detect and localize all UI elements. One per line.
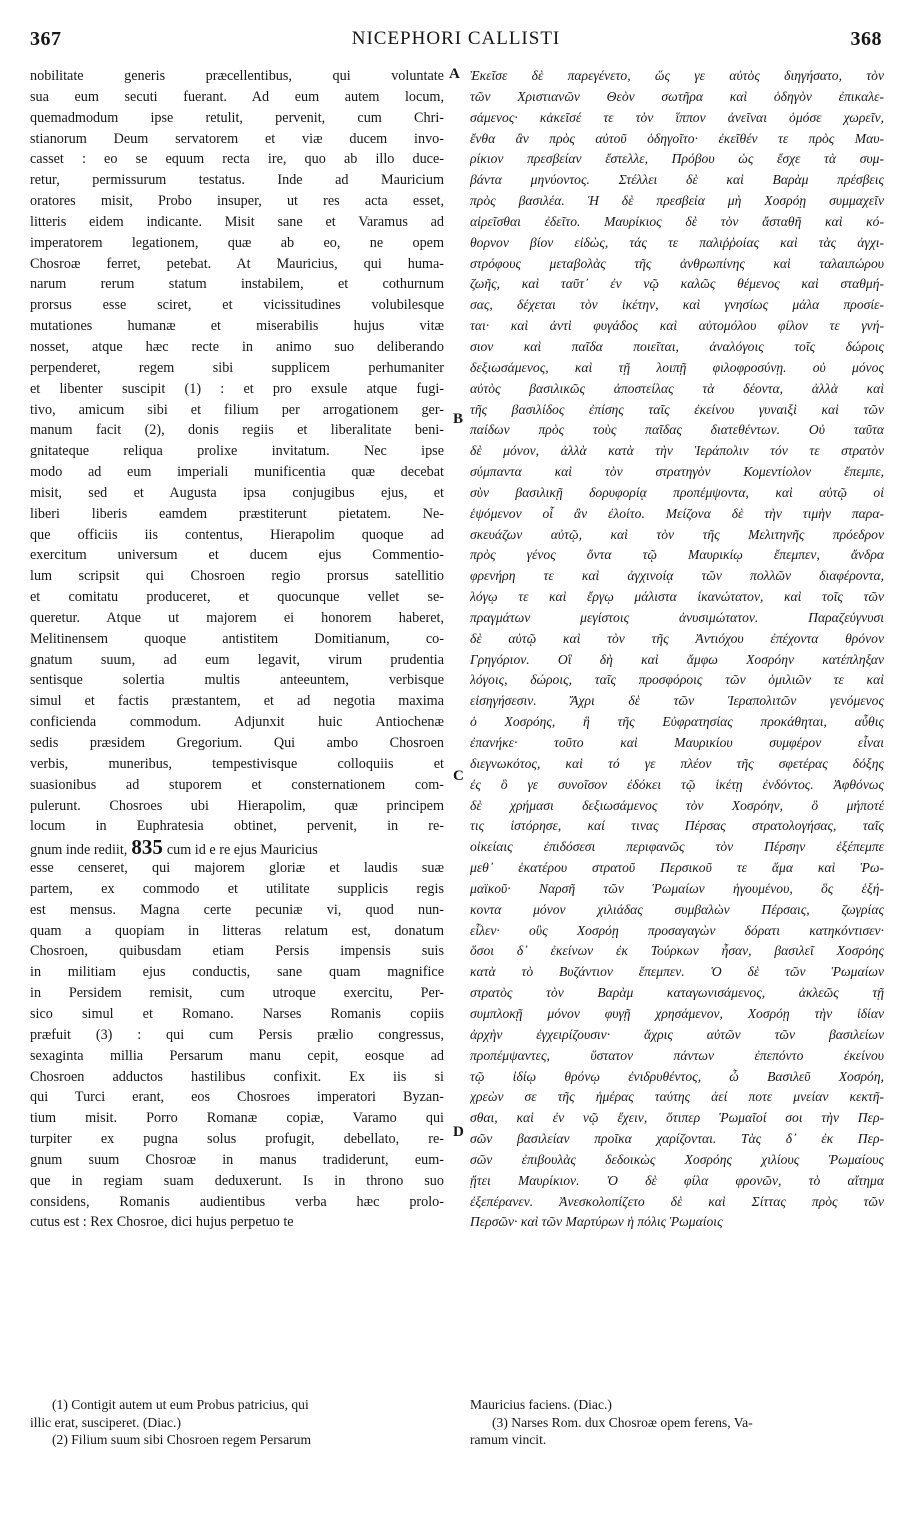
latin-text-line: Melitinensem quoque antistitem Domitianum, co- [30, 630, 444, 647]
greek-text-line: λόγοις, δώροις, ταῖς προσφόροις τῶν ὁμιλιῶν τε καὶ [470, 672, 884, 688]
footnote-line: (1) Contigit autem ut eum Probus patricius, qui [52, 1397, 309, 1412]
greek-text-line: Γρηγόριον. Οἳ δὴ καὶ ἄμφω Χοσρόην κατέπληξαν [470, 651, 884, 667]
greek-text-line: διεγνωκότος, καὶ τό γε πλέον τῆς σφετέρας δόξης [470, 755, 884, 771]
greek-text-line: σιον καὶ παῖδα ποιεῖται, ἀναλόγοις τοῖς δώροις [470, 338, 884, 354]
latin-text-line: prorsus esse sciret, et vicissitudines volubilesque [30, 297, 444, 314]
latin-text-line: in militiam ejus conductis, sane quam magnifice [30, 964, 444, 981]
footnote-line: ramum vincit. [470, 1432, 547, 1447]
latin-text-line-part: gnum inde rediit, [30, 842, 128, 859]
greek-text-line: αὐτὸς βασιλικῶς ἀποστείλας τὰ δέοντα, ἀλλὰ καὶ [470, 380, 884, 396]
greek-text-line: τις ἱστόρησε, καί τινας Πέρσας στρατολογήσας, ταῖς [470, 818, 884, 834]
latin-text-line: quam a quopiam in litteras relatum est, donatum [30, 922, 444, 939]
margin-letter-a: A [449, 66, 460, 82]
greek-text-line: ὁ Χοσρόης, ἣ τῆς Εὐφρατησίας προκάθηται, αὖθις [470, 714, 884, 730]
running-title: NICEPHORI CALLISTI [351, 28, 561, 49]
footnote-line: (2) Filium suum sibi Chosroen regem Persarum [52, 1432, 312, 1447]
greek-text-line: σὺν βασιλικῇ δορυφορίᾳ προπέμψοντα, καὶ αὐτῷ οἱ [470, 484, 884, 500]
latin-text-line: considens, Romanis audientibus verba hæc prolo- [30, 1193, 444, 1210]
latin-text-line: retur, permissurum testatus. Inde ad Mauricium [30, 172, 444, 189]
latin-text-line: que officiis iis contentus, Hierapolim quoque ad [30, 526, 444, 543]
latin-text-line: et comitatu produceret, et quocunque vellet se- [30, 589, 444, 606]
greek-text-line: ἑψόμενον οἷ ἂν ἐλοίτο. Μείζονα δὲ τὴν τιμὴν παρα- [470, 505, 884, 521]
latin-text-line: nobilitate generis præcellentibus, qui voluntate [30, 68, 444, 84]
margin-letter-b: B [453, 411, 464, 427]
latin-text-line: Chosroen adductos hastilibus confixit. Ex iis si [30, 1068, 444, 1085]
greek-text-line: οἰκείαις ἐπιδόσεσι περιφανῶς τὸν Πέρσην ἐξέπεμπε [470, 839, 884, 855]
latin-text-line: tium misit. Porro Romanæ copiæ, Varamo qui [30, 1110, 444, 1127]
inline-page-number: 835 [131, 837, 163, 859]
greek-text-line: σύμπαντα καὶ τὸν στρατηγὸν Κομεντίολον ἔπεμπε, [470, 464, 884, 480]
greek-text-line: κοντα μόνον χιλιάδας συμβαλὼν Πέρσαις, ζωγρίας [470, 901, 884, 917]
latin-text-line: tivo, amicum sibi et filium per arrogationem ger- [30, 401, 444, 418]
greek-text-line: εἰσηγήσεσιν. Ἄχρι δὲ τῶν Ἱεραπολιτῶν γενόμενος [470, 693, 884, 709]
latin-text-line: esse censeret, qui majorem gloriæ et laudis suæ [30, 860, 444, 877]
latin-text-line: cutus est : Rex Chosroe, dici hujus perpetuo te [30, 1214, 294, 1231]
greek-text-line: τῆς βασιλίδος ἐπίσης ταῖς ἐκείνου γυναιξὶ καὶ τῶν [470, 401, 884, 417]
latin-text-line: liberi liberis eamdem præstiterunt pietatem. Ne- [30, 505, 444, 522]
latin-text-line: nosset, atque hæc recte in animo suo deliberando [30, 338, 444, 355]
greek-text-line: τῷ ἰδίῳ θρόνῳ ἐνιδρυθέντος, ὦ Βασιλεῦ Χοσρόη, [470, 1068, 884, 1084]
latin-text-line: oratores misit, Probo insuper, ut res acta esset, [30, 193, 444, 210]
latin-text-line: manum facit (2), donis regiis et liberalitate beni- [30, 422, 444, 439]
latin-text-line: simul et factis præstantem, et ad negotia maxima [30, 693, 444, 710]
greek-text-line: σάμενος· κἀκεῖσέ τε τὸν ἵππον ἀνεῖναι ὁμόσε χωρεῖν, [470, 109, 884, 125]
greek-text-line: δὲ μόνον, ἀλλὰ κατὰ τὴν Ἱεράπολιν τόν τε στρατὸν [470, 443, 884, 459]
latin-text-line: perpenderet, regem sibi supplicem perhumaniter [30, 359, 444, 376]
greek-text-line: χρεὼν σε τῆς ἡμέρας ταύτης ἀεί ποτε μνείαν κεκτῆ- [470, 1089, 884, 1105]
latin-text-line: sico simul et Romano. Narses Romanis copiis [30, 1005, 444, 1022]
latin-text-line: est mensus. Magna certe pecuniæ vi, quod nun- [30, 901, 444, 918]
greek-text-line: τῶν Χριστιανῶν Θεὸν σωτῆρα καὶ ὁδηγὸν ἐπικαλε- [470, 88, 884, 104]
latin-text-line: litteris eidem indicante. Misit sane et Varamus ad [30, 213, 444, 230]
latin-text-line: sedis præsidem Gregorium. Qui ambo Chosroen [30, 735, 444, 751]
greek-text-line: συμπλοκῇ μόνον φυγῇ χρησάμενον, Χοσρόῃ τὴν ἰδίαν [470, 1005, 884, 1021]
latin-text-line: sua eum secuti fuerant. Ad eum autem locum, [30, 88, 444, 105]
greek-text-line: στρατὸς τὸν Βαρὰμ καταγωνισάμενος, ἀκλεῶς τῇ [470, 985, 884, 1001]
right-page-number: 368 [850, 28, 882, 50]
latin-text-line: gnitateque reliqua prolixe invitatum. Nec ipse [30, 443, 444, 460]
greek-text-line: Περσῶν· καὶ τῶν Μαρτύρων ἡ πόλις Ῥωμαίοις [470, 1214, 723, 1230]
greek-text-line: ἐπανήκε· τοῦτο καὶ Μαυρικίου συμφέρον εἶναι [470, 735, 884, 750]
greek-text-line: πρὸς βασιλέα. Ἡ δὲ πρεσβεία μὴ Χοσρόῃ συμμαχεῖν [470, 193, 884, 209]
latin-text-line [30, 837, 444, 858]
greek-text-column [470, 66, 884, 1233]
greek-text-line: ἐς ὃ γε συνοῖσον ἐδόκει τῷ ἱκέτῃ ἐνδόντος. Ἀφθόνως [470, 776, 884, 792]
greek-text-line: ἔνθα ἂν πρὸς αὐτοῦ ὁδηγοῖτο· ἐκεῖθέν τε πρὸς Μαυ- [470, 130, 884, 146]
greek-text-line: Ἐκεῖσε δὲ παρεγένετο, ὥς γε αὐτὸς διηγήσατο, τὸν [470, 68, 884, 83]
greek-text-line: δὲ χρήμασι δεξιωσάμενος τὸν Χοσρόην, ὃ μήποτέ [470, 797, 884, 813]
greek-text-line: σθαι, καὶ ἐν νῷ ἔχειν, ὅτιπερ Ῥωμαῖοί σοι τὴν Περ- [470, 1110, 884, 1126]
footnote-line: (3) Narses Rom. dux Chosroæ opem ferens, Va- [492, 1414, 753, 1430]
greek-text-line: σῶν ἐπιβουλὰς δεδοικὼς Χοσρόης χιλίους Ῥωμαίους [470, 1151, 884, 1167]
left-page-number: 367 [30, 28, 62, 50]
footnote-line: Mauricius faciens. (Diac.) [470, 1397, 612, 1412]
latin-text-line: misit, sed et Augusta ipsa conjugibus ejus, et [30, 484, 444, 501]
latin-text-line: narum rerum statum instabilem, et cothurnum [30, 276, 444, 293]
greek-text-line: αἱρεῖσθαι ἐδεῖτο. Μαυρίκιος δὲ τὸν ἄσταθῆ καὶ κό- [470, 213, 884, 229]
greek-text-line: δεξιωσάμενος, καὶ τῇ λοιπῇ φιλοφροσύνῃ. οὐ μόνος [470, 359, 884, 375]
footnotes-left [30, 1396, 444, 1449]
latin-text-line: modo ad eum imperiali munificentia quæ decebat [30, 464, 444, 481]
latin-text-line: que in regiam suam deduxerunt. Is in throno suo [30, 1172, 444, 1189]
greek-text-line: μεθ᾽ ἑκατέρου στρατοῦ Περσικοῦ τε ἅμα καὶ Ῥω- [470, 860, 884, 876]
greek-text-line: ται· καὶ ἀντὶ φυγάδος καὶ αὐτομόλου φίλον τε γνή- [470, 318, 884, 334]
greek-text-line: πρὸς γένος ὄντα τῷ Μαυρικίῳ ἔπεμπεν, ἄνδρα [470, 547, 884, 563]
greek-text-line: προπέμψαντες, ὕστατον πάντων ἐπεπόντο ἐκείνου [470, 1047, 884, 1063]
greek-text-line: ἀρχὴν ἐγχειρίζουσιν· ἄχρις αὐτῶν τῶν βασιλείων [470, 1026, 884, 1042]
latin-text-column [30, 66, 444, 1233]
footnote-line: illic erat, susciperet. (Diac.) [30, 1414, 181, 1430]
greek-text-line: στρόφους μεταβολὰς τῆς ἀνθρωπίνης καὶ ταλαιπώρου [470, 255, 884, 271]
latin-text-line: conficienda commodum. Adjunxit huic Antiochenæ [30, 714, 444, 731]
latin-text-line-part: cum id e re ejus Mauricius [166, 842, 318, 859]
latin-text-line: mutationes humanæ et miserabilis hujus vitæ [30, 318, 444, 335]
latin-text-line: verbis, muneribus, tempestivisque colloquiis et [30, 755, 444, 772]
greek-text-line: σκευάζων αὐτῷ, καὶ τὸν τῆς Μελιτηνῆς πρόεδρον [470, 526, 884, 542]
greek-text-line: ᾔτει Μαυρίκιον. Ὁ δὲ φίλα φρονῶν, τὸ αἴτημα [470, 1172, 884, 1188]
margin-letter-d: D [453, 1124, 464, 1140]
latin-text-line: lum scripsit qui Chosroen regio prorsus satellitio [30, 568, 444, 585]
greek-text-line: φρενήρη τε καὶ ἀγχινοίᾳ τῶν πολλῶν διαφέροντα, [470, 568, 884, 584]
greek-text-line: λόγῳ τε καὶ ἔργῳ μάλιστα ἱκανώτατον, καὶ τοῖς τῶν [470, 589, 884, 605]
latin-text-line: quemadmodum ipse retulit, pervenit, cum Chri- [30, 109, 444, 126]
latin-text-line: sexaginta millia Persarum manu cepit, eosque ad [30, 1047, 444, 1064]
greek-text-line: ζωῆς, καὶ ταῦτ᾽ ἐν νῷ καλῶς θέμενος καὶ σταθμή- [470, 276, 884, 292]
greek-text-line: ὅσοι δ᾽ ἐκείνων ἐκ Τούρκων ἦσαν, βασιλεῖ Χοσρόης [470, 943, 884, 959]
latin-text-line: gnum suum Chosroæ in manus tradiderunt, eum- [30, 1151, 444, 1168]
page-header [30, 6, 882, 50]
greek-text-line: εἷλεν· οὓς Χοσρόῃ προσαγαγὼν δόρατι κατηκόντισεν· [470, 922, 884, 938]
greek-text-line: παίδων πρὸς τοὺς παῖδας διατεθέντων. Οὐ ταῦτα [470, 422, 884, 438]
latin-text-line: et libenter suscipit (1) : et pro exsule atque fugi- [30, 380, 444, 397]
latin-text-line: gnatum suum, ad eum legavit, virum prudentia [30, 651, 444, 668]
greek-text-line: δὲ αὐτῷ καὶ τὸν τῆς Ἀντιόχου ἐπέχοντα θρόνον [470, 630, 884, 646]
latin-text-line: turpiter ex pugna solus profugit, debellato, re- [30, 1131, 444, 1148]
latin-text-line: in Persidem remisit, cum utroque exercitu, Per- [30, 985, 444, 1002]
latin-text-line: queretur. Atque ut majorem ei honorem haberet, [30, 609, 444, 626]
latin-text-line: casset : eo se equum recta ire, quo ab illo duce- [30, 151, 444, 168]
latin-text-line: locum in Euphratesia obtinet, pervenit, in re- [30, 818, 444, 835]
latin-text-line: pulerunt. Chosroes ubi Hierapolim, quæ principem [30, 797, 444, 814]
latin-text-line: Chosroen, quibusdam etiam Persis impensis suis [30, 943, 444, 960]
greek-text-line: πραγμάτων μεγίστοις ἀνυσιμώτατον. Παραζεύγνυσι [470, 609, 884, 625]
latin-text-line: imperatorem legationem, quæ ab eo, ne opem [30, 234, 444, 251]
latin-text-line: sentisque solertia multis anteeuntem, verbisque [30, 672, 444, 689]
greek-text-line: θορνον βίον εἰδὼς, τάς τε παλιῤῥοίας καὶ τὰς ἀγχι- [470, 234, 884, 250]
greek-text-line: ρίκιον πρεσβείαν ἔστελλε, Πρόβου ὡς ἔσχε τὰ συμ- [470, 151, 884, 167]
latin-text-line: stianorum Deum servatorem et viæ ducem invo- [30, 130, 444, 147]
greek-text-line: μαϊκοῦ· Ναρσῆ τῶν Ῥωμαίων ἡγουμένου, ὃς ἑξή- [470, 880, 884, 896]
greek-text-line: κατὰ τὸ Βυζάντιον ἔπεμπεν. Ὁ δὲ τῶν Ῥωμαίων [470, 964, 884, 980]
greek-text-line: ἐξεπέρανεν. Ἀνεσκολοπίζετο δὲ καὶ Σίττας πρὸς τῶν [470, 1193, 884, 1209]
greek-text-line: σῶν βασιλείαν προῖκα χαρίζονται. Τὰς δ᾽ ἐκ Περ- [470, 1131, 884, 1147]
latin-text-line: qui Turci erant, eos Chosroes imperatori Byzan- [30, 1089, 444, 1106]
margin-letter-c: C [453, 768, 464, 784]
latin-text-line: partem, ex commodo et utilitate supplicis regis [30, 880, 444, 897]
greek-text-line: βάντα μηνύοντος. Στέλλει δὲ καὶ Βαρὰμ πρέσβεις [470, 172, 884, 188]
latin-text-line: suasionibus ad stuporem et consternationem com- [30, 776, 444, 793]
latin-text-line: præfuit (3) : qui cum Persis prælio congressus, [30, 1026, 444, 1043]
latin-text-line: exercitum universum et ducem ejus Commentio- [30, 547, 444, 564]
latin-text-line: Chosroæ ferret, petebat. At Mauricius, qui huma- [30, 255, 444, 272]
greek-text-line: σας, δέχεται τὸν ἱκέτην, καὶ γνησίως μάλα προσίε- [470, 297, 884, 313]
footnotes-right [470, 1396, 884, 1449]
